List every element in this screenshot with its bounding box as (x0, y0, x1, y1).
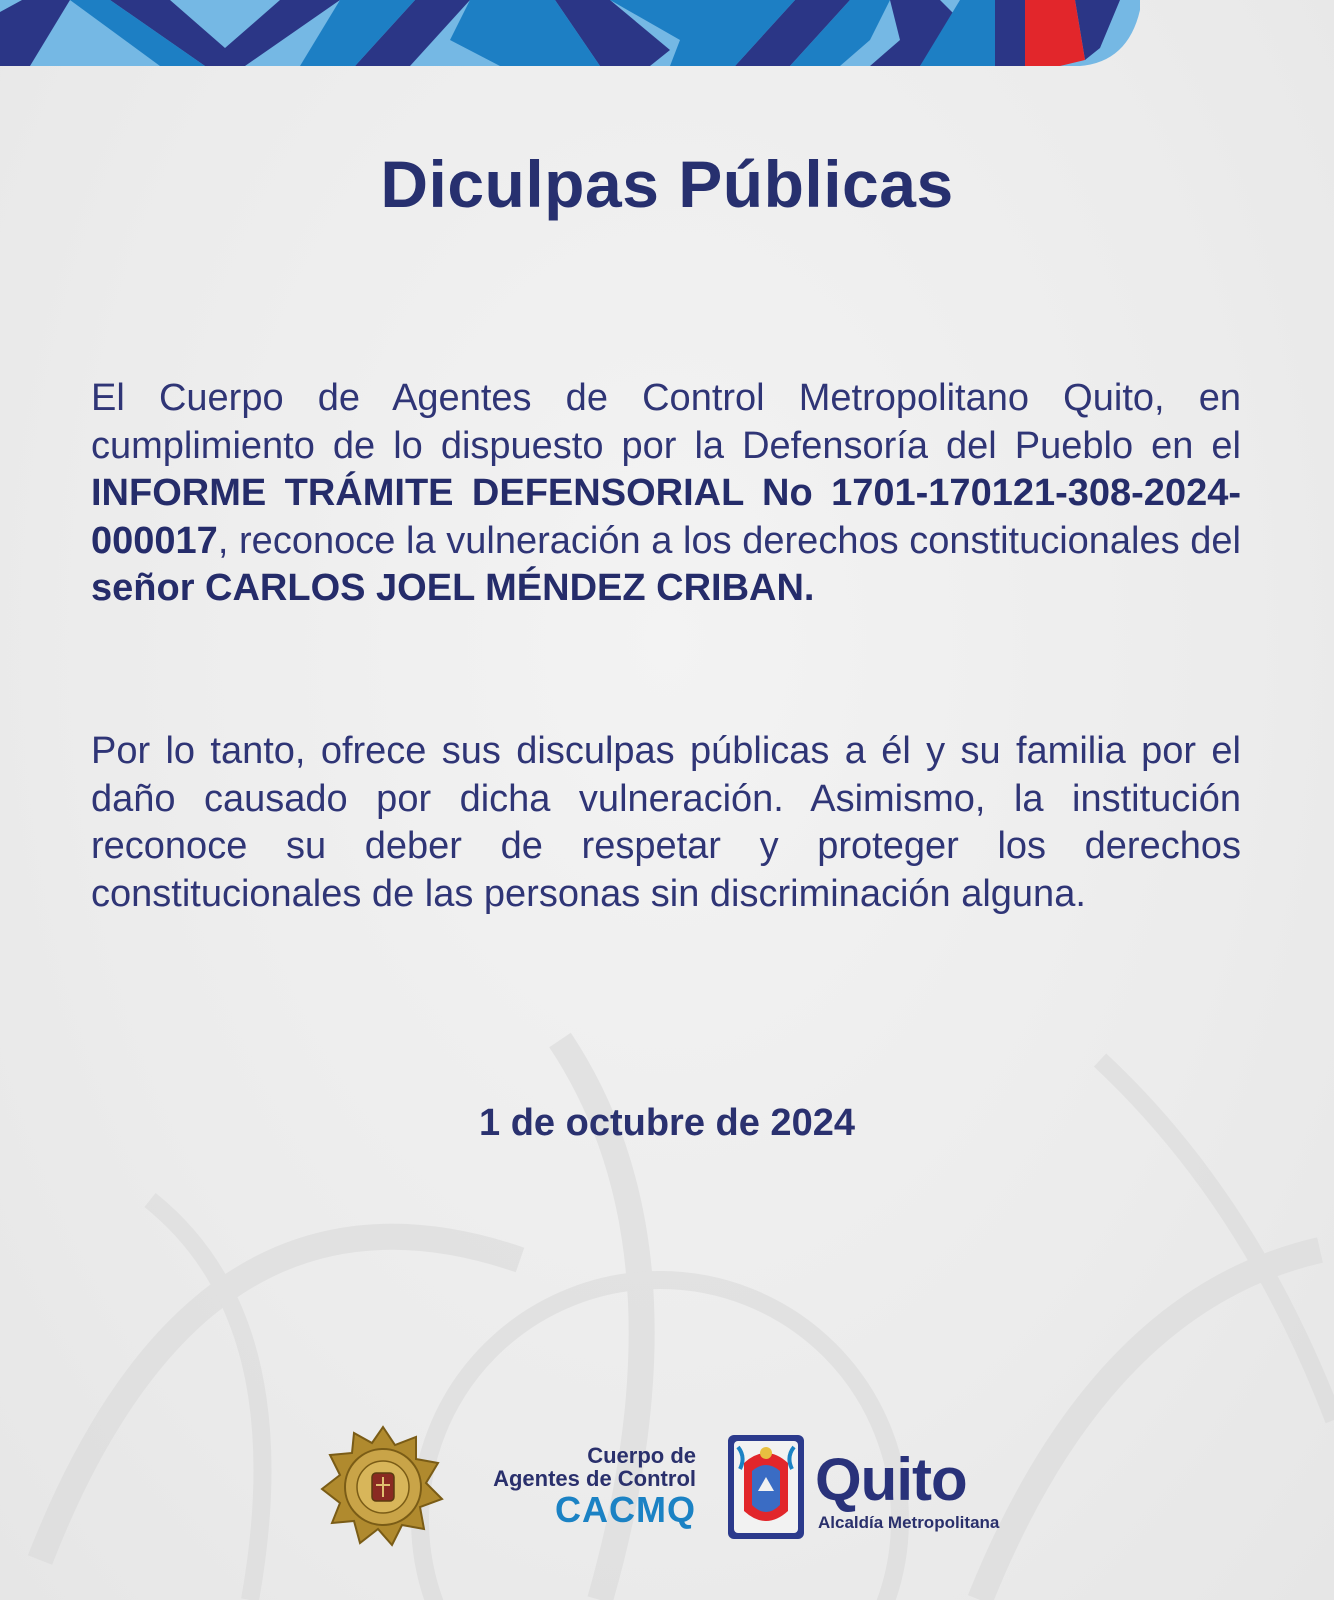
quito-subtitle: Alcaldía Metropolitana (818, 1513, 1000, 1532)
cacmq-line1: Cuerpo de (587, 1443, 696, 1468)
paragraph-apology: Por lo tanto, ofrece sus disculpas públicas a él y su familia por el daño causado por dicha vulneración. Asimismo, la institución reconoce su deber de respetar y proteger los derechos constitucionales de las personas sin discriminación alguna. (91, 730, 1241, 915)
footer-logos (0, 1425, 1334, 1555)
paragraph-acknowledgement (91, 375, 1241, 613)
publication-date: 1 de octubre de 2024 (479, 1102, 855, 1144)
person-name: señor CARLOS JOEL MÉNDEZ CRIBAN. (91, 567, 815, 609)
paragraph-middle: , reconoce la vulneración a los derechos constitucionales del (217, 519, 1241, 562)
cacmq-badge-icon (320, 1425, 446, 1547)
cacmq-wordmark (446, 1444, 696, 1530)
report-number: INFORME TRÁMITE DEFENSORIAL No 1701-170121-308-2024-000017 (91, 472, 1241, 562)
quito-wordmark: Quito (815, 1446, 967, 1513)
page-title: Diculpas Públicas (380, 147, 954, 221)
top-pattern-banner (0, 0, 1334, 66)
paragraph-intro: El Cuerpo de Agentes de Control Metropolitano Quito, en cumplimiento de lo dispuesto por la Defensoría del Pueblo en el (91, 377, 1241, 467)
cacmq-line2: Agentes de Control (493, 1466, 696, 1491)
cacmq-acronym: CACMQ (555, 1489, 696, 1530)
quito-coat-of-arms-icon (726, 1433, 806, 1541)
